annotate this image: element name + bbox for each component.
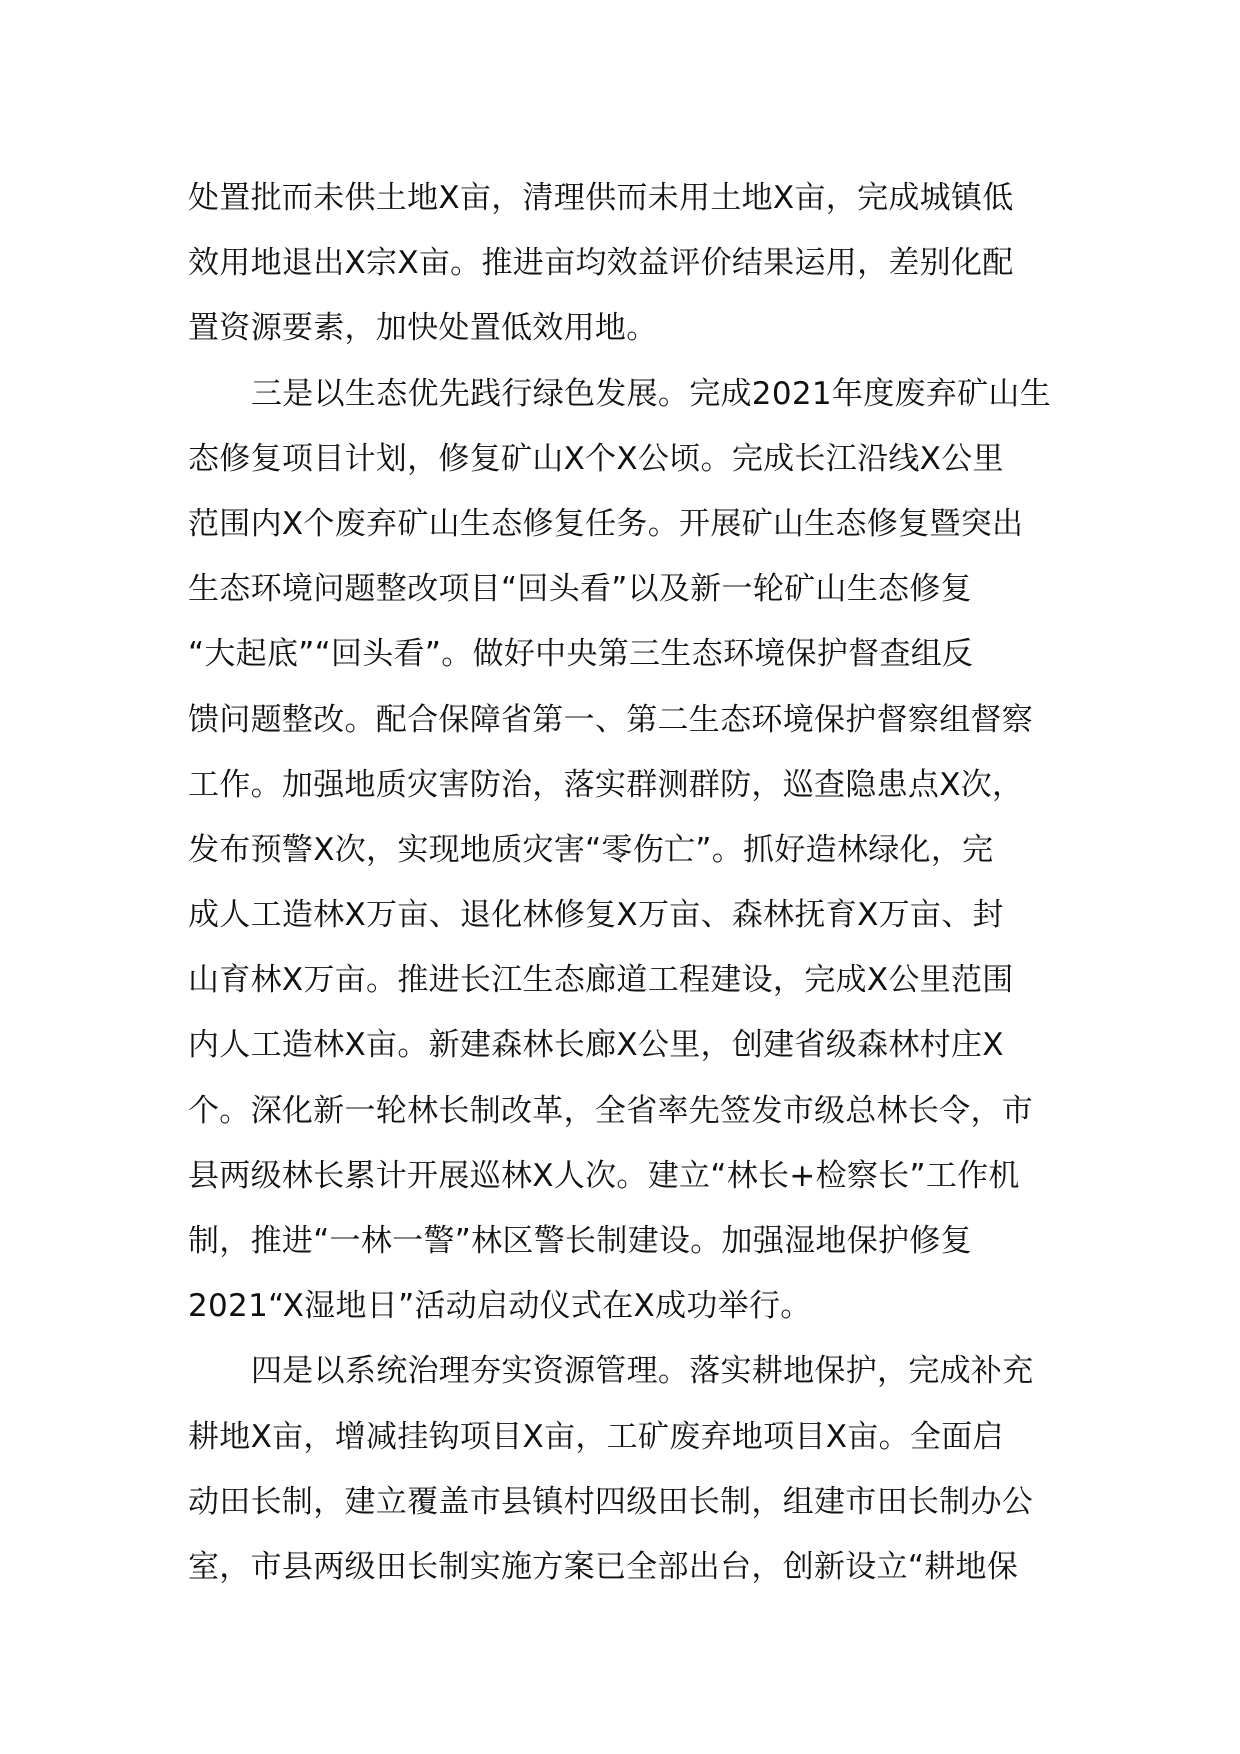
paragraph-start-line: 三是以生态优先践行绿色发展。完成2021年度废弃矿山生	[251, 375, 1051, 412]
text-line: 工作。加强地质灾害防治，落实群测群防，巡查隐患点X次，	[188, 766, 1024, 803]
text-line: 个。深化新一轮林长制改革，全省率先签发市级总林长令，市	[188, 1092, 1034, 1129]
text-line: 室，市县两级田长制实施方案已全部出台，创新设立“耕地保	[188, 1548, 1019, 1585]
text-line: 县两级林长累计开展巡林X人次。建立“林长+检察长”工作机	[188, 1157, 1020, 1194]
text-line: 范围内X个废弃矿山生态修复任务。开展矿山生态修复暨突出	[188, 505, 1024, 542]
text-line: 动田长制，建立覆盖市县镇村四级田长制，组建市田长制办公	[188, 1483, 1034, 1520]
text-line: 置资源要素，加快处置低效用地。	[188, 310, 658, 347]
text-line: “大起底”“回头看”。做好中央第三生态环境保护督查组反	[188, 636, 974, 673]
text-line: 2021“X湿地日”活动启动仪式在X成功举行。	[188, 1288, 812, 1325]
text-line: 山育林X万亩。推进长江生态廊道工程建设，完成X公里范围	[188, 962, 1014, 999]
text-line: 成人工造林X万亩、退化林修复X万亩、森林抚育X万亩、封	[188, 897, 1004, 934]
text-line: 态修复项目计划，修复矿山X个X公顷。完成长江沿线X公里	[188, 440, 1004, 477]
text-line: 制，推进“一林一警”林区警长制建设。加强湿地保护修复	[188, 1223, 972, 1259]
text-line: 处置批而未供土地X亩，清理供而未用土地X亩，完成城镇低	[188, 180, 1014, 216]
paragraph-start-line: 四是以系统治理夯实资源管理。落实耕地保护，完成补充	[251, 1353, 1034, 1390]
text-line: 效用地退出X宗X亩。推进亩均效益评价结果运用，差别化配	[188, 245, 1014, 282]
text-line: 生态环境问题整改项目“回头看”以及新一轮矿山生态修复	[188, 571, 972, 608]
text-line: 内人工造林X亩。新建森林长廊X公里，创建省级森林村庄X	[188, 1027, 1004, 1064]
text-line: 耕地X亩，增减挂钩项目X亩，工矿废弃地项目X亩。全面启	[188, 1418, 1004, 1455]
document-body	[188, 166, 1060, 1600]
text-line: 发布预警X次，实现地质灾害“零伤亡”。抓好造林绿化，完	[188, 831, 994, 868]
text-line: 馈问题整改。配合保障省第一、第二生态环境保护督察组督察	[188, 701, 1034, 738]
